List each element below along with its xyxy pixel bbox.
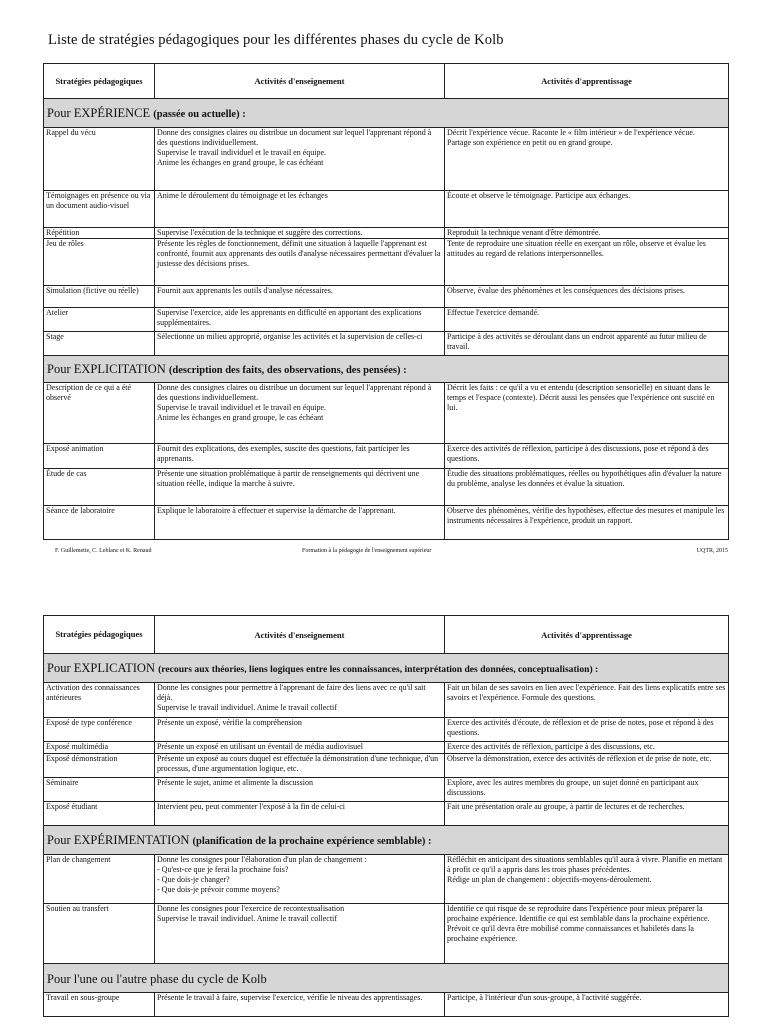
table-row — [44, 718, 729, 742]
table-row — [44, 683, 729, 718]
apprentissage-cell: Fait un bilan de ses savoirs en lien avec l'expérience. Fait des liens explicatifs entre ses savoirs et l'expérience. Formule des questions. — [445, 683, 729, 718]
apprentissage-cell: Observe la démonstration, exerce des activités de réflexion et de prise de note, etc. — [445, 754, 729, 778]
enseignement-cell: Donne des consignes claires ou distribue un document sur lequel l'apprenant répond à des questions individuellement. Supervise le travail individuel et le travail en équipe. Anime les échanges en grand groupe, le cas échéant — [155, 128, 445, 191]
strategy-cell: Soutien au transfert — [44, 904, 155, 964]
enseignement-cell: Présente les règles de fonctionnement, définit une situation à laquelle l'apprenant est confronté, fournit aux apprenants des outils d'analyse nécessaires permettant d'évaluer la justesse des décisions prises. — [155, 239, 445, 286]
strategy-cell: Atelier — [44, 308, 155, 332]
table-row — [44, 128, 729, 191]
apprentissage-cell: Fait une présentation orale au groupe, à partir de lectures et de recherches. — [445, 802, 729, 826]
table-row — [44, 802, 729, 826]
enseignement-cell: Sélectionne un milieu approprié, organise les activités et la supervision de celles-ci — [155, 332, 445, 356]
table-row — [44, 444, 729, 469]
table-row — [44, 332, 729, 356]
strategy-cell: Activation des connaissances antérieures — [44, 683, 155, 718]
enseignement-cell: Supervise l'exécution de la technique et suggère des corrections. — [155, 228, 445, 239]
header-enseignement: Activités d'enseignement — [155, 64, 445, 99]
apprentissage-cell: Reproduit la technique venant d'être démontrée. — [445, 228, 729, 239]
apprentissage-cell: Écoute et observe le témoignage. Participe aux échanges. — [445, 191, 729, 228]
section-title: Pour EXPLICATION — [47, 660, 155, 675]
apprentissage-cell: Décrit les faits : ce qu'il a vu et entendu (description sensorielle) en situant dans le temps et l'espace (contexte). Décrit aussi les pensées que l'expérience ont suscité en lui. — [445, 383, 729, 444]
enseignement-cell: Donne les consignes pour permettre à l'apprenant de faire des liens avec ce qu'il sait déjà. Supervise le travail individuel. Anime le travail collectif — [155, 683, 445, 718]
enseignement-cell: Présente le sujet, anime et alimente la discussion — [155, 778, 445, 802]
table-row — [44, 742, 729, 754]
table-header-row — [44, 64, 729, 99]
header-apprentissage: Activités d'apprentissage — [445, 64, 729, 99]
apprentissage-cell: Identifie ce qui risque de se reproduire dans l'expérience pour mieux préparer la prochaine expérience. Identifie ce qui est semblable dans la prochaine expérience. Prévoit ce qu'il devra être mobilisé comme connaissances et habiletés dans la prochaine expérience. — [445, 904, 729, 964]
table-row — [44, 993, 729, 1017]
strategy-cell: Plan de changement — [44, 855, 155, 904]
strategies-table-page-1 — [43, 63, 729, 540]
table-row — [44, 904, 729, 964]
page-footer — [55, 548, 728, 556]
footer-course: Formation à la pédagogie de l'enseignement supérieur — [302, 548, 432, 554]
strategy-cell: Simulation (fictive ou réelle) — [44, 286, 155, 308]
apprentissage-cell: Effectue l'exercice demandé. — [445, 308, 729, 332]
section-description: (description des faits, des observations, des pensées) : — [168, 364, 407, 376]
section-row-explication — [44, 654, 729, 683]
enseignement-cell: Présente une situation problématique à partir de renseignements qui décrivent une situation réelle, indique la marche à suivre. — [155, 469, 445, 506]
enseignement-cell: Fournit aux apprenants les outils d'analyse nécessaires. — [155, 286, 445, 308]
strategy-cell: Description de ce qui a été observé — [44, 383, 155, 444]
footer-institution: UQTR, 2015 — [696, 548, 728, 554]
strategy-cell: Exposé de type conférence — [44, 718, 155, 742]
enseignement-cell: Fournit des explications, des exemples, suscite des questions, fait participer les apprenants. — [155, 444, 445, 469]
table-row — [44, 286, 729, 308]
apprentissage-cell: Tente de reproduire une situation réelle en exerçant un rôle, observe et évalue les attitudes au regard de relations interpersonnelles. — [445, 239, 729, 286]
header-strategies: Stratégies pédagogiques — [44, 64, 155, 99]
header-strategies: Stratégies pédagogiques — [44, 616, 155, 654]
table-row — [44, 754, 729, 778]
enseignement-cell: Donne des consignes claires ou distribue un document sur lequel l'apprenant répond à des questions individuellement. Supervise le travail individuel et le travail en équipe. Anime les échanges en grand groupe, le cas échéant — [155, 383, 445, 444]
enseignement-cell: Supervise l'exercice, aide les apprenants en difficulté en apportant des explications supplémentaires. — [155, 308, 445, 332]
enseignement-cell: Donne les consignes pour l'exercice de recontextualisation Supervise le travail individuel. Anime le travail collectif — [155, 904, 445, 964]
apprentissage-cell: Participe à des activités se déroulant dans un endroit apparenté au futur milieu de travail. — [445, 332, 729, 356]
section-row-autre — [44, 964, 729, 993]
strategy-cell: Stage — [44, 332, 155, 356]
apprentissage-cell: Décrit l'expérience vécue. Raconte le « film intérieur » de l'expérience vécue. Partage son expérience en petit ou en grand groupe. — [445, 128, 729, 191]
enseignement-cell: Anime le déroulement du témoignage et les échanges — [155, 191, 445, 228]
table-row — [44, 506, 729, 540]
table-row — [44, 228, 729, 239]
page-title: Liste de stratégies pédagogiques pour les différentes phases du cycle de Kolb — [48, 32, 504, 48]
section-title: Pour EXPÉRIENCE — [47, 105, 151, 120]
header-enseignement: Activités d'enseignement — [155, 616, 445, 654]
table-row — [44, 778, 729, 802]
apprentissage-cell: Observe des phénomènes, vérifie des hypothèses, effectue des mesures et manipule les instruments nécessaires à l'expérience, produit un rapport. — [445, 506, 729, 540]
enseignement-cell: Présente un exposé au cours duquel est effectuée la démonstration d'une technique, d'un processus, d'une argumentation logique, etc. — [155, 754, 445, 778]
apprentissage-cell: Observe, évalue des phénomènes et les conséquences des décisions prises. — [445, 286, 729, 308]
enseignement-cell: Présente le travail à faire, supervise l'exercice, vérifie le niveau des apprentissages. — [155, 993, 445, 1017]
footer-authors: F. Guillemette, C. Leblanc et K. Renaud — [55, 548, 152, 554]
enseignement-cell: Donne les consignes pour l'élaboration d'un plan de changement : - Qu'est-ce que je ferai la prochaine fois? - Que dois-je changer? - Que dois-je prévoir comme moyens? — [155, 855, 445, 904]
section-row-explicitation — [44, 356, 729, 383]
section-description: (passée ou actuelle) : — [153, 108, 246, 120]
apprentissage-cell: Étudie des situations problématiques, réelles ou hypothétiques afin d'évaluer la nature du problème, analyse les données et évalue la situation. — [445, 469, 729, 506]
section-title: Pour l'une ou l'autre phase du cycle de Kolb — [47, 971, 267, 986]
section-title: Pour EXPÉRIMENTATION — [47, 832, 190, 847]
strategy-cell: Témoignages en présence ou via un document audio-visuel — [44, 191, 155, 228]
apprentissage-cell: Explore, avec les autres membres du groupe, un sujet donné en participant aux discussions. — [445, 778, 729, 802]
table-row — [44, 239, 729, 286]
apprentissage-cell: Exerce des activités de réflexion, participe à des discussions, etc. — [445, 742, 729, 754]
enseignement-cell: Explique le laboratoire à effectuer et supervise la démarche de l'apprenant. — [155, 506, 445, 540]
strategy-cell: Exposé étudiant — [44, 802, 155, 826]
strategy-cell: Séance de laboratoire — [44, 506, 155, 540]
section-row-experimentation — [44, 826, 729, 855]
strategy-cell: Jeu de rôles — [44, 239, 155, 286]
section-title: Pour EXPLICITATION — [47, 361, 166, 376]
strategy-cell: Étude de cas — [44, 469, 155, 506]
strategy-cell: Séminaire — [44, 778, 155, 802]
apprentissage-cell: Exerce des activités de réflexion, participe à des discussions, pose et répond à des questions. — [445, 444, 729, 469]
apprentissage-cell: Participe, à l'intérieur d'un sous-groupe, à l'activité suggérée. — [445, 993, 729, 1017]
enseignement-cell: Présente un exposé, vérifie la compréhension — [155, 718, 445, 742]
table-row — [44, 469, 729, 506]
table-row — [44, 191, 729, 228]
section-description: (recours aux théories, liens logiques entre les connaissances, interprétation des données, conceptualisation) : — [158, 663, 599, 675]
table-header-row — [44, 616, 729, 654]
strategy-cell: Répétition — [44, 228, 155, 239]
header-apprentissage: Activités d'apprentissage — [445, 616, 729, 654]
table-row — [44, 308, 729, 332]
enseignement-cell: Intervient peu, peut commenter l'exposé à la fin de celui-ci — [155, 802, 445, 826]
strategy-cell: Travail en sous-groupe — [44, 993, 155, 1017]
table-row — [44, 383, 729, 444]
apprentissage-cell: Exerce des activités d'écoute, de réflexion et de prise de notes, pose et répond à des questions. — [445, 718, 729, 742]
strategies-table-page-2 — [43, 615, 729, 1017]
apprentissage-cell: Réfléchit en anticipant des situations semblables qu'il aura à vivre. Planifie en mettant à profit ce qu'il a appris dans les trois phases précédentes. Rédige un plan de changement : objectifs-moyens-déroulement. — [445, 855, 729, 904]
strategy-cell: Exposé multimédia — [44, 742, 155, 754]
section-row-experience — [44, 99, 729, 128]
section-description: (planification de la prochaine expérience semblable) : — [192, 835, 432, 847]
table-row — [44, 855, 729, 904]
strategy-cell: Exposé démonstration — [44, 754, 155, 778]
strategy-cell: Exposé animation — [44, 444, 155, 469]
enseignement-cell: Présente un exposé en utilisant un éventail de média audiovisuel — [155, 742, 445, 754]
strategy-cell: Rappel du vécu — [44, 128, 155, 191]
